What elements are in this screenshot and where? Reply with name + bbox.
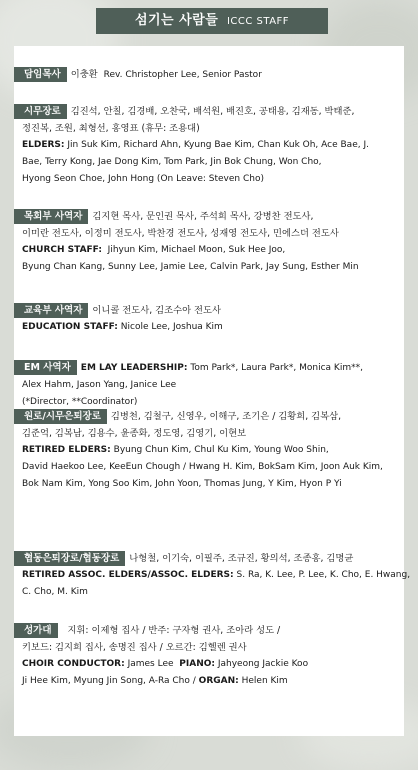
em-en-line1: Tom Park*, Laura Park*, Monica Kim**, xyxy=(190,363,363,373)
church-staff-en-line1: Jihyun Kim, Michael Moon, Suk Hee Joo, xyxy=(107,245,286,255)
elders-en-line3: Hyong Seon Choe, John Hong (On Leave: Steven Cho) xyxy=(22,174,264,184)
title-english: ICCC STAFF xyxy=(226,16,290,27)
label-associate: 협동은퇴장로/협동장로 xyxy=(14,551,125,566)
education-ko: 이니콜 전도사, 김조수아 전도사 xyxy=(92,305,221,316)
associate-en-line1: S. Ra, K. Lee, P. Lee, K. Cho, E. Hwang, xyxy=(236,570,411,580)
education-en: Nicole Lee, Joshua Kim xyxy=(120,322,223,332)
choir-ko-line2: 키보드: 김지희 집사, 송명진 집사 / 오르간: 김헬렌 권사 xyxy=(22,642,247,653)
choir-piano-lead: PIANO: xyxy=(179,659,215,669)
associate-ko: 나형철, 이기숙, 이필주, 조규진, 황의석, 조종홍, 김명균 xyxy=(129,553,354,564)
retired-en-line3: Bok Nam Kim, Yong Soo Kim, John Yoon, Thomas Jung, Y Kim, Hyon P Yi xyxy=(22,479,342,489)
education-en-lead: EDUCATION STAFF: xyxy=(22,322,118,332)
senior-pastor-ko: 이충환 xyxy=(70,69,98,80)
staff-panel xyxy=(14,46,411,736)
section-choir xyxy=(14,622,404,690)
elders-ko-line1: 김진석, 안칠, 김경배, 오찬국, 배석원, 배진호, 공태용, 김재동, 박태준, xyxy=(70,106,355,117)
retired-en-line2: David Haekoo Lee, KeeEun Chough / Hwang H. Kim, BokSam Kim, Joon Auk Kim, xyxy=(22,462,383,472)
label-senior-pastor: 담임목사 xyxy=(14,67,67,82)
section-elders xyxy=(14,103,404,188)
elders-en-lead: ELDERS: xyxy=(22,140,65,150)
label-retired: 원로/시무은퇴장로 xyxy=(14,409,107,424)
label-education: 교육부 사역자 xyxy=(14,303,88,318)
retired-en-line1: Byung Chun Kim, Chul Ku Kim, Young Woo Shin, xyxy=(113,445,329,455)
em-en-lead: EM LAY LEADERSHIP: xyxy=(80,363,188,373)
em-en-line3: (*Director, **Coordinator) xyxy=(22,397,138,407)
label-choir: 성가대 xyxy=(14,623,58,638)
page-title xyxy=(96,8,328,34)
elders-en-line2: Bae, Terry Kong, Jae Dong Kim, Tom Park, Jin Bok Chung, Won Cho, xyxy=(22,157,322,167)
choir-conductor: James Lee xyxy=(127,659,174,669)
church-staff-ko-line1: 김지현 목사, 문인권 목사, 주석희 목사, 강병찬 전도사, xyxy=(92,211,314,222)
retired-ko-line1: 김병천, 김철구, 신영우, 이해구, 조기은 / 김황희, 김복삼, xyxy=(110,411,342,422)
title-korean: 섬기는 사람들 xyxy=(134,13,219,28)
section-associate xyxy=(14,550,411,601)
elders-en-line1: Jin Suk Kim, Richard Ahn, Kyung Bae Kim, Chan Kuk Oh, Ace Bae, J. xyxy=(67,140,369,150)
section-senior-pastor xyxy=(14,66,404,84)
associate-en-line2: C. Cho, M. Kim xyxy=(22,587,88,597)
section-em xyxy=(14,360,404,411)
choir-en-line2: Ji Hee Kim, Myung Jin Song, A-Ra Cho / xyxy=(22,676,196,686)
senior-pastor-en: Rev. Christopher Lee, Senior Pastor xyxy=(103,70,262,80)
label-em: EM 사역자 xyxy=(14,360,77,375)
section-education xyxy=(14,302,404,336)
church-staff-en-line2: Byung Chan Kang, Sunny Lee, Jamie Lee, Calvin Park, Jay Sung, Esther Min xyxy=(22,262,359,272)
em-en-line2: Alex Hahm, Jason Yang, Janice Lee xyxy=(22,380,177,390)
associate-en-lead: RETIRED ASSOC. ELDERS/ASSOC. ELDERS: xyxy=(22,570,234,580)
church-staff-en-lead: CHURCH STAFF: xyxy=(22,245,102,255)
elders-ko-line2: 정진복, 조원, 최형선, 홍영표 (휴무: 조용대) xyxy=(22,123,200,134)
choir-ko-line1: 지휘: 이제형 집사 / 반주: 구자형 권사, 조아라 성도 / xyxy=(67,625,281,636)
choir-conductor-lead: CHOIR CONDUCTOR: xyxy=(22,659,125,669)
label-elders: 시무장로 xyxy=(14,104,67,119)
choir-organ-lead: ORGAN: xyxy=(198,676,239,686)
retired-ko-line2: 김준억, 김복남, 김용수, 윤종화, 정도영, 김영기, 이현보 xyxy=(22,428,247,439)
church-staff-ko-line2: 이미란 전도사, 이정미 전도사, 박찬경 전도사, 성재영 전도사, 민에스더 전도사 xyxy=(22,228,339,239)
section-church-staff xyxy=(14,208,404,276)
choir-organ: Helen Kim xyxy=(241,676,288,686)
label-church-staff: 목회부 사역자 xyxy=(14,209,88,224)
retired-en-lead: RETIRED ELDERS: xyxy=(22,445,111,455)
section-retired xyxy=(14,408,404,493)
choir-piano: Jahyeong Jackie Koo xyxy=(217,659,309,669)
